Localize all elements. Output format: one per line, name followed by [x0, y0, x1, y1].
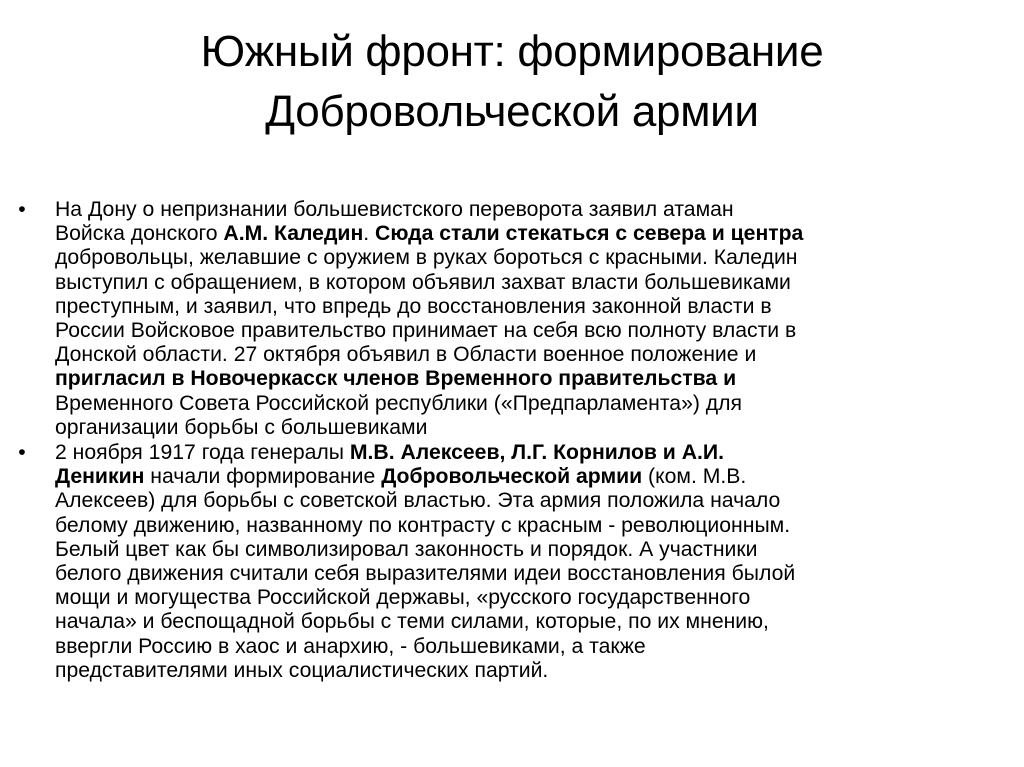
- text-run: добровольцы, желавшие с оружием в руках бороться с красными. Каледин: [55, 246, 798, 270]
- bold-text-run: Добровольческой армии: [381, 465, 643, 489]
- bullet-item-don-kaledin: [0, 198, 1024, 440]
- bullet-list: [0, 198, 1024, 683]
- bullet-line: [55, 610, 1008, 634]
- text-run: белого движения считали себя выразителями идеи восстановления былой: [55, 562, 796, 586]
- bullet-line: [55, 659, 1008, 683]
- bold-text-run: А.М. Каледин: [223, 222, 364, 246]
- bullet-text: [55, 198, 1008, 440]
- text-run: мощи и могущества Российской державы, «русского государственного: [55, 586, 751, 610]
- bullet-line: [55, 514, 1008, 538]
- text-run: начала» и беспощадной борьбы с теми силами, которые, по их мнению,: [55, 610, 769, 634]
- bold-text-run: Сюда стали стекаться с севера и центра: [375, 222, 804, 246]
- bullet-text: [55, 441, 1008, 683]
- bullet-line: [55, 416, 1008, 440]
- slide-title-line-1: Южный фронт: формирование: [200, 27, 824, 76]
- bullet-line: [55, 222, 1008, 246]
- text-run: начали формирование: [144, 465, 382, 489]
- text-run: Временного Совета Российской республики («Предпарламента») для: [55, 391, 742, 415]
- bullet-line: [55, 465, 1008, 489]
- bullet-line: [55, 562, 1008, 586]
- bold-text-run: пригласил в Новочеркасск членов Временного правительства и: [55, 367, 737, 391]
- bullet-line: [55, 198, 1008, 222]
- text-run: .: [363, 222, 376, 246]
- bullet-line: [55, 635, 1008, 659]
- slide-title: [40, 22, 984, 142]
- text-run: Войска донского: [55, 222, 224, 246]
- bullet-line: [55, 295, 1008, 319]
- text-run: представителями иных социалистических партий.: [55, 658, 549, 682]
- text-run: белому движению, названному по контрасту с красным - революционным.: [55, 513, 791, 537]
- bullet-item-volunteer-army: [0, 441, 1024, 683]
- bullet-dot-icon: •: [18, 198, 26, 221]
- text-run: организации борьбы с большевиками: [55, 415, 428, 439]
- text-run: Донской области. 27 октября объявил в Области военное положение и: [55, 343, 757, 367]
- bullet-line: [55, 343, 1008, 367]
- text-run: преступным, и заявил, что впредь до восстановления законной власти в: [55, 294, 772, 318]
- bullet-line: [55, 489, 1008, 513]
- bullet-line: [55, 441, 1008, 465]
- bold-text-run: М.В. Алексеев, Л.Г. Корнилов и А.И.: [349, 441, 725, 465]
- bullet-line: [55, 319, 1008, 343]
- text-run: Белый цвет как бы символизировал законность и порядок. А участники: [55, 537, 758, 561]
- text-run: выступил с обращением, в котором объявил захват власти большевиками: [55, 270, 791, 294]
- bullet-line: [55, 392, 1008, 416]
- bullet-line: [55, 538, 1008, 562]
- text-run: Алексеев) для борьбы с советской властью. Эта армия положила начало: [55, 489, 781, 513]
- slide-title-line-2: Добровольческой армии: [265, 87, 759, 136]
- text-run: 2 ноября 1917 года генералы: [55, 441, 350, 465]
- bold-text-run: Деникин: [55, 465, 145, 489]
- bullet-line: [55, 367, 1008, 391]
- text-run: На Дону о непризнании большевистского переворота заявил атаман: [55, 198, 734, 221]
- text-run: (ком. М.В.: [642, 465, 747, 489]
- bullet-dot-icon: •: [18, 441, 26, 465]
- bullet-line: [55, 586, 1008, 610]
- bullet-line: [55, 246, 1008, 270]
- text-run: России Войсковое правительство принимает на себя всю полноту власти в: [55, 319, 797, 343]
- bullet-line: [55, 271, 1008, 295]
- text-run: ввергли Россию в хаос и анархию, - большевиками, а также: [55, 634, 646, 658]
